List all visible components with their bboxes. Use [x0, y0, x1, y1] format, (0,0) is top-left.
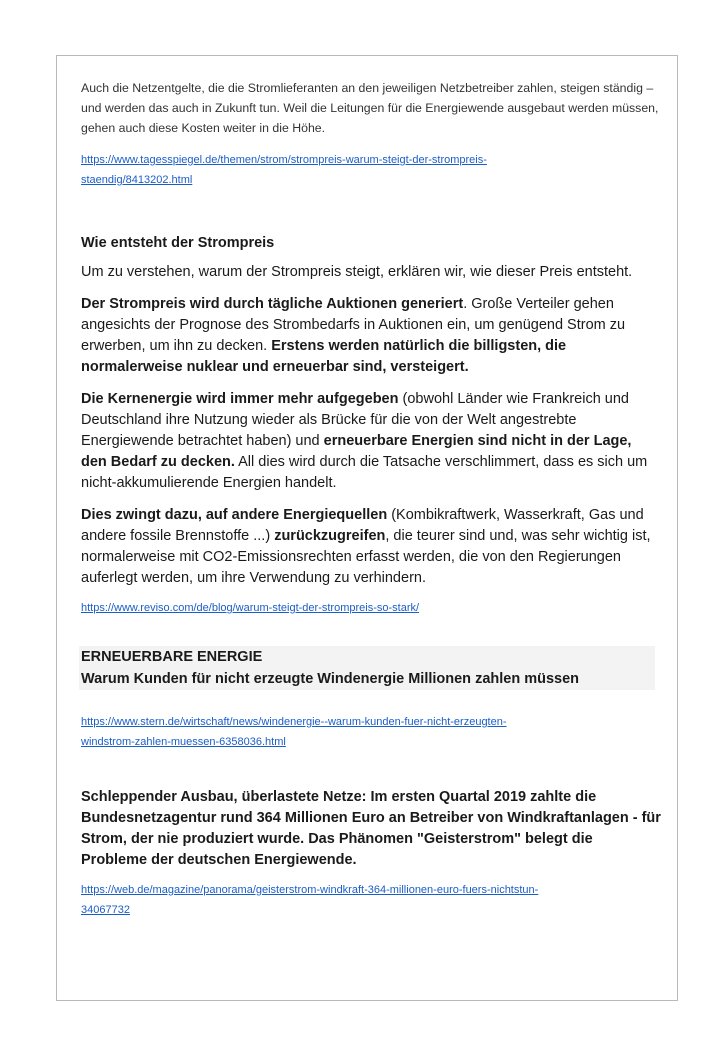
paragraph-nuclear — [81, 389, 661, 494]
article-header-box — [79, 646, 655, 690]
nuclear-bold-2: erneuerbare Energien sind nicht in der Lage, den Bedarf zu decken. — [81, 433, 632, 470]
sources-text-2: , die teurer sind und, was sehr wichtig ist, normalerweise mit CO2-Emissionsrechten erfasst werden, die von den Regierungen auferlegt werden, um ihre Verwendung zu verhindern. — [81, 528, 651, 586]
sources-bold-1: Dies zwingt dazu, auf andere Energiequellen — [81, 507, 388, 523]
stern-link-line2: windstrom-zahlen-muessen-6358036.html — [81, 736, 286, 748]
document-content — [81, 78, 661, 920]
auctions-bold-2: Erstens werden natürlich die billigsten, die normalerweise nuklear und erneuerbar sind, versteigert. — [81, 338, 567, 375]
auctions-text-1: . Große Verteiler gehen angesichts der Prognose des Strombedarfs in Auktionen ein, um genügend Strom zu erwerben, um ihn zu decken. — [81, 296, 626, 354]
sources-text-1: (Kombikraftwerk, Wasserkraft, Gas und andere fossile Brennstoffe ...) — [81, 507, 644, 544]
tagesspiegel-link-line2: staendig/8413202.html — [81, 174, 193, 186]
paragraph-geisterstrom: Schleppender Ausbau, überlastete Netze: Im ersten Quartal 2019 zahlte die Bundesnetzagentur rund 364 Millionen Euro an Betreiber von Windkraftanlagen - für Strom, der nie produziert wurde. Das Phänomen "Geisterstrom" belegt die Probleme der deutschen Energiewende. — [81, 789, 661, 868]
paragraph-auctions — [81, 294, 661, 378]
webde-link[interactable] — [81, 880, 661, 920]
stern-link-line1: https://www.stern.de/wirtschaft/news/windenergie--warum-kunden-fuer-nicht-erzeugten- — [81, 716, 507, 728]
article-headline: Warum Kunden für nicht erzeugte Windenergie Millionen zahlen müssen — [81, 671, 580, 687]
tagesspiegel-link-line1: https://www.tagesspiegel.de/themen/strom/strompreis-warum-steigt-der-strompreis- — [81, 154, 487, 166]
intro-paragraph: Auch die Netzentgelte, die die Stromlieferanten an den jeweiligen Netzbetreiber zahlen, steigen ständig – und werden das auch in Zukunft tun. Weil die Leitungen für die Energiewende ausgebaut werden müssen, gehen auch diese Kosten weiter in die Höhe. — [81, 81, 659, 135]
stern-link[interactable] — [81, 712, 661, 752]
webde-link-line2: 34067732 — [81, 904, 130, 916]
tagesspiegel-link[interactable] — [81, 150, 661, 190]
sources-bold-2: zurückzugreifen — [274, 528, 386, 544]
section-heading-strompreis: Wie entsteht der Strompreis — [81, 235, 275, 251]
article-kicker: ERNEUERBARE ENERGIE — [81, 649, 263, 665]
nuclear-text-2: All dies wird durch die Tatsache verschlimmert, dass es sich um nicht-akkumulierende Energien handelt. — [81, 454, 648, 491]
nuclear-bold-1: Die Kernenergie wird immer mehr aufgegeben — [81, 391, 399, 407]
auctions-bold-1: Der Strompreis wird durch tägliche Auktionen generiert — [81, 296, 464, 312]
paragraph-other-sources — [81, 505, 661, 589]
document-page — [56, 55, 678, 1001]
nuclear-text-1: (obwohl Länder wie Frankreich und Deutschland ihre Nutzung wieder als Brücke für die von der Welt angestrebte Energiewende betrachtet haben) und — [81, 391, 629, 449]
reviso-link[interactable]: https://www.reviso.com/de/blog/warum-steigt-der-strompreis-so-stark/ — [81, 602, 420, 614]
paragraph-understand: Um zu verstehen, warum der Strompreis steigt, erklären wir, wie dieser Preis entsteht. — [81, 264, 633, 280]
webde-link-line1: https://web.de/magazine/panorama/geisterstrom-windkraft-364-millionen-euro-fuers-nichtstun- — [81, 884, 539, 896]
